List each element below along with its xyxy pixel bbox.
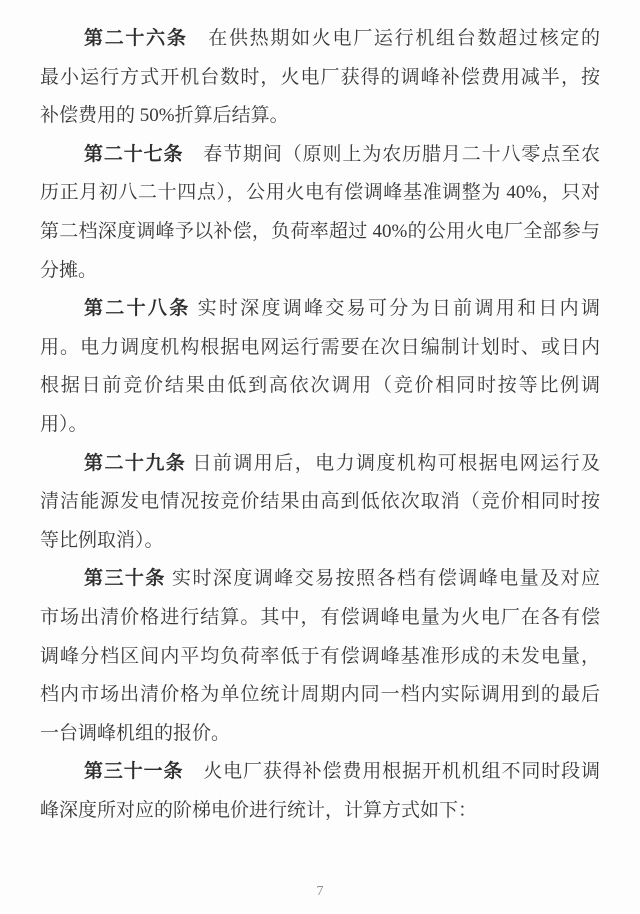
article-number: 第二十九条 — [84, 452, 187, 474]
document-line: 第三十一条 火电厂获得补偿费用根据开机机组不同时段调 — [84, 761, 600, 783]
document-line: 最小运行方式开机台数时，火电厂获得的调峰补偿费用减半，按 — [40, 66, 600, 88]
document-line: 根据日前竞价结果由低到高依次调用（竞价相同时按等比例调 — [40, 375, 600, 397]
document-line: 补偿费用的 50%折算后结算。 — [40, 105, 289, 127]
article-number: 第三十一条 — [84, 761, 184, 783]
article-number: 第二十八条 — [84, 298, 191, 320]
article-number: 第二十七条 — [84, 143, 184, 165]
document-line: 第三十条 实时深度调峰交易按照各档有偿调峰电量及对应 — [84, 568, 600, 590]
document-line: 分摊。 — [40, 259, 98, 281]
document-body — [40, 20, 600, 830]
document-line: 调峰分档区间内平均负荷率低于有偿调峰基准形成的未发电量， — [40, 645, 600, 667]
document-line: 第二十九条 日前调用后，电力调度机构可根据电网运行及 — [84, 452, 600, 474]
document-line: 第二十八条 实时深度调峰交易可分为日前调用和日内调 — [84, 298, 600, 320]
page-number: 7 — [316, 884, 324, 899]
article-number: 第三十条 — [84, 568, 166, 590]
document-line: 清洁能源发电情况按竞价结果由高到低依次取消（竞价相同时按 — [40, 491, 600, 513]
document-line: 第二档深度调峰予以补偿，负荷率超过 40%的公用火电厂全部参与 — [40, 220, 600, 242]
article-number: 第二十六条 — [84, 28, 188, 49]
document-line: 第二十七条 春节期间（原则上为农历腊月二十八零点至农 — [84, 143, 600, 165]
document-line: 等比例取消）。 — [40, 529, 164, 551]
document-line: 峰深度所对应的阶梯电价进行统计，计算方式如下： — [40, 799, 478, 821]
document-line: 一台调峰机组的报价。 — [40, 722, 231, 744]
document-line: 用。电力调度机构根据电网运行需要在次日编制计划时、或日内 — [40, 336, 600, 358]
document-line: 第二十六条 在供热期如火电厂运行机组台数超过核定的 — [84, 28, 600, 49]
document-line: 用）。 — [40, 413, 88, 435]
document-line: 历正月初八二十四点），公用火电有偿调峰基准调整为 40%，只对 — [40, 182, 600, 204]
document-line: 市场出清价格进行结算。其中，有偿调峰电量为火电厂在各有偿 — [40, 606, 600, 628]
document-line: 档内市场出清价格为单位统计周期内同一档内实际调用到的最后 — [40, 684, 600, 706]
